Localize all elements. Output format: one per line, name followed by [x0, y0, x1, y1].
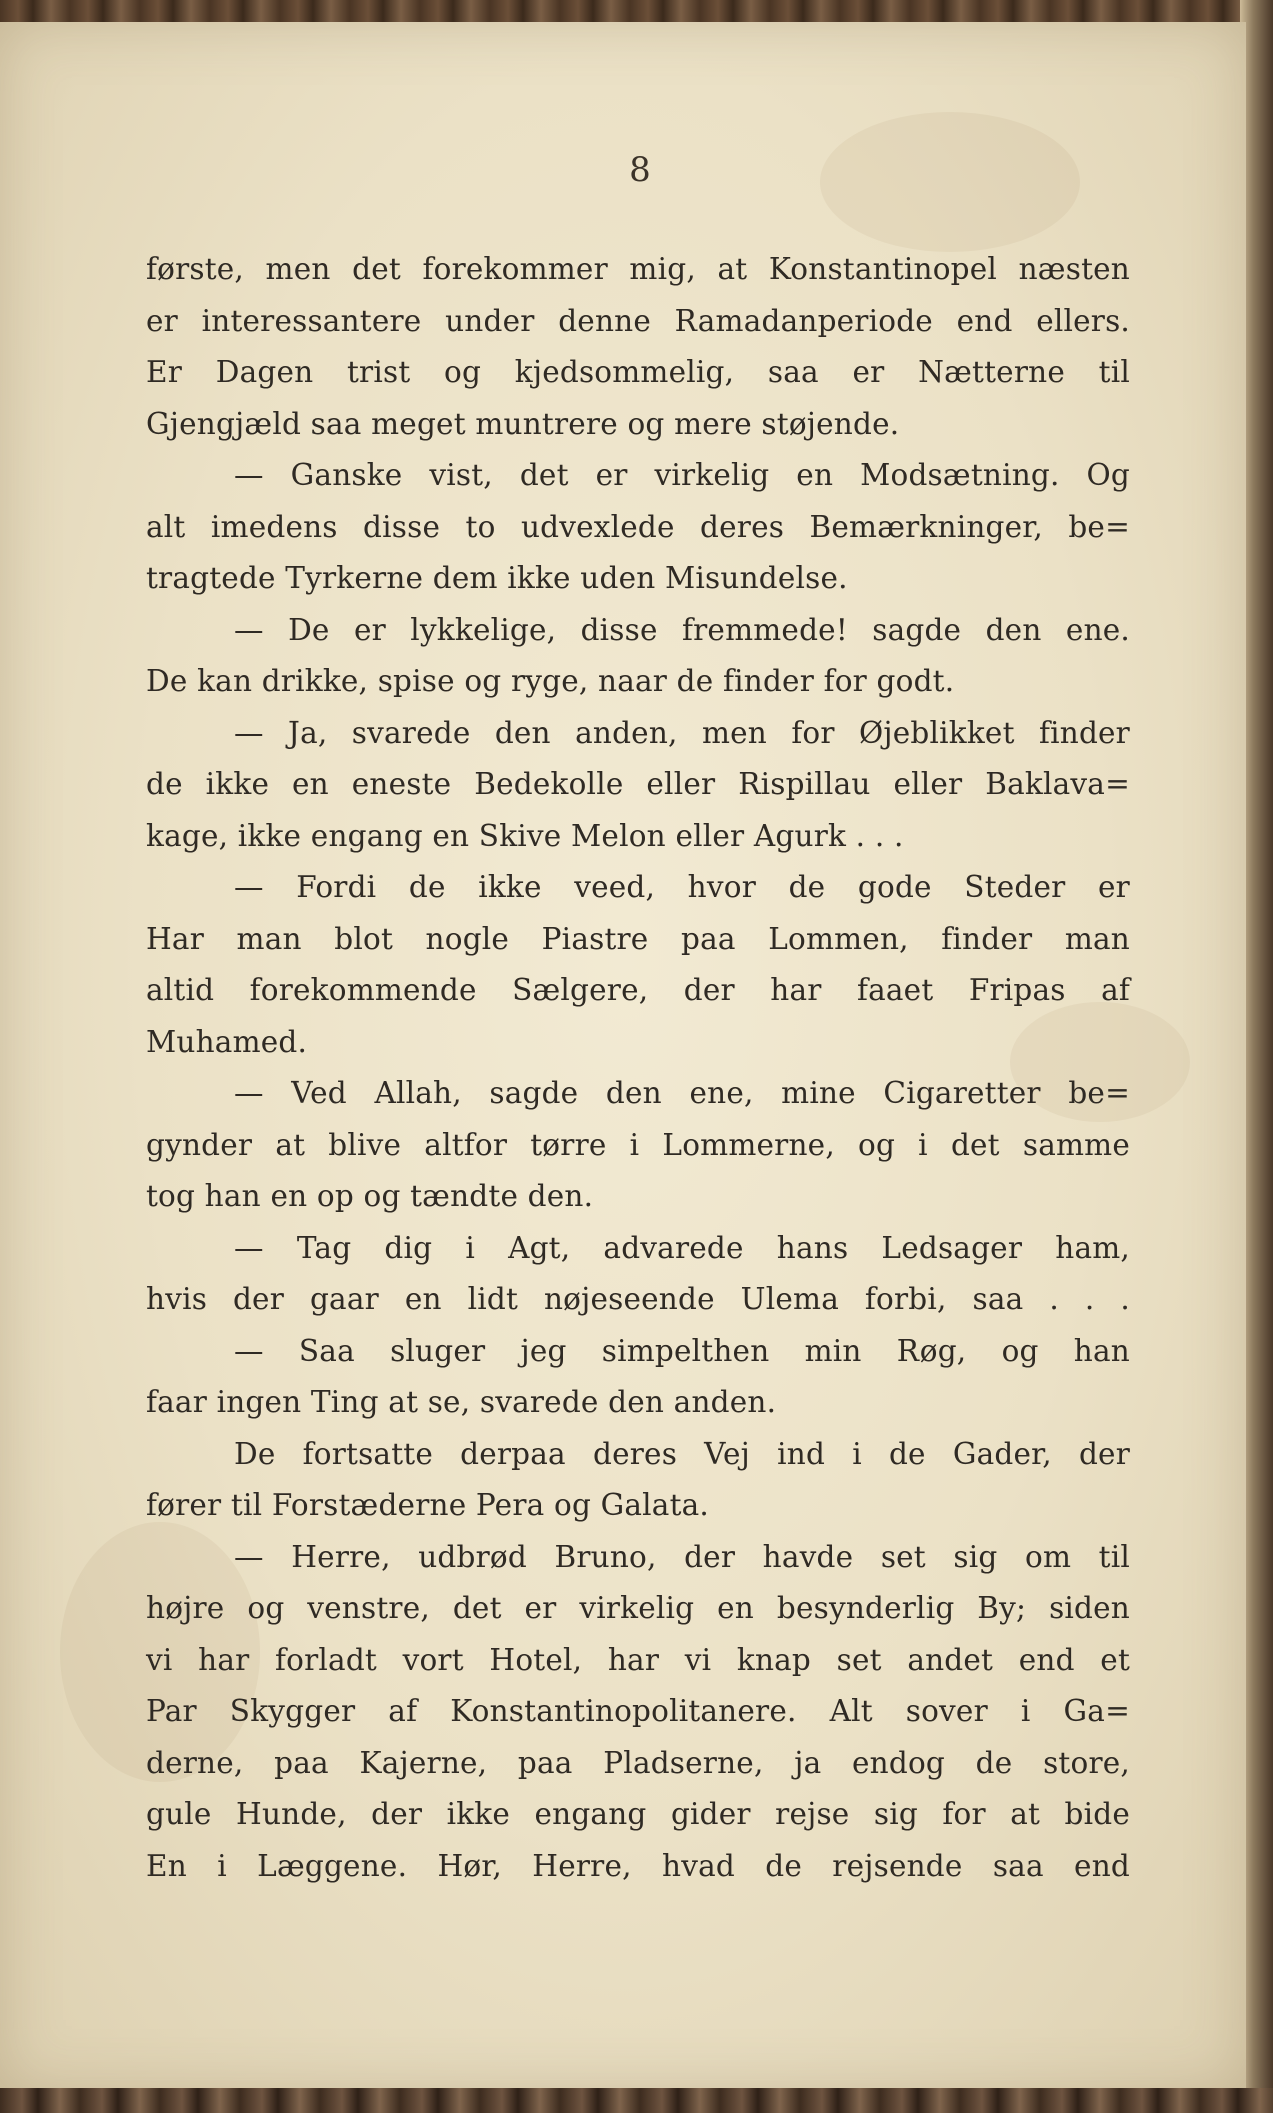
book-edge-bottom: [0, 2088, 1273, 2113]
text-line: første, men det forekommer mig, at Konstantinopel næsten: [146, 252, 1130, 286]
text-line: — Ved Allah, sagde den ene, mine Cigaretter be=: [234, 1076, 1130, 1110]
text-line: Er Dagen trist og kjedsommelig, saa er Nætterne til: [146, 355, 1130, 389]
text-line: De fortsatte derpaa deres Vej ind i de Gader, der: [234, 1436, 1130, 1471]
text-line: En i Læggene. Hør, Herre, hvad de rejsende saa end: [146, 1848, 1130, 1883]
text-line: Gjengjæld saa meget muntrere og mere støjende.: [146, 406, 900, 441]
text-line: — De er lykkelige, disse fremmede! sagde den ene.: [234, 612, 1130, 647]
text-line: altid forekommende Sælgere, der har faaet Fripas af: [146, 973, 1130, 1007]
text-line: højre og venstre, det er virkelig en besynderlig By; siden: [146, 1591, 1130, 1625]
text-line: Muhamed.: [146, 1024, 308, 1059]
text-line: derne, paa Kajerne, paa Pladserne, ja endog de store,: [146, 1745, 1130, 1780]
text-line: — Fordi de ikke veed, hvor de gode Steder er: [234, 870, 1130, 904]
page-number: 8: [629, 150, 651, 190]
text-line: — Tag dig i Agt, advarede hans Ledsager ham,: [234, 1230, 1130, 1265]
text-line: er interessantere under denne Ramadanperiode end ellers.: [146, 303, 1130, 338]
text-line: de ikke en eneste Bedekolle eller Rispillau eller Baklava=: [146, 767, 1130, 801]
text-line: Har man blot nogle Piastre paa Lommen, finder man: [146, 921, 1130, 956]
text-line: tog han en op og tændte den.: [146, 1179, 594, 1213]
text-line: hvis der gaar en lidt nøjeseende Ulema forbi, saa . . .: [146, 1282, 1130, 1316]
text-line: vi har forladt vort Hotel, har vi knap set andet end et: [146, 1642, 1130, 1677]
text-line: faar ingen Ting at se, svarede den anden.: [146, 1385, 777, 1419]
text-line: — Ganske vist, det er virkelig en Modsætning. Og: [234, 458, 1130, 492]
text-line: — Herre, udbrød Bruno, der havde set sig om til: [234, 1539, 1130, 1574]
text-line: De kan drikke, spise og ryge, naar de finder for godt.: [146, 664, 955, 698]
text-line: alt imedens disse to udvexlede deres Bemærkninger, be=: [146, 509, 1130, 544]
text-line: — Ja, svarede den anden, men for Øjeblikket finder: [234, 715, 1130, 750]
text-line: fører til Forstæderne Pera og Galata.: [146, 1488, 710, 1522]
text-line: Par Skygger af Konstantinopolitanere. Alt sover i Ga=: [146, 1694, 1130, 1728]
text-line: — Saa sluger jeg simpelthen min Røg, og han: [234, 1333, 1130, 1368]
book-page: [0, 22, 1246, 2092]
text-line: gule Hunde, der ikke engang gider rejse sig for at bide: [146, 1797, 1130, 1831]
text-line: tragtede Tyrkerne dem ikke uden Misundelse.: [146, 561, 848, 595]
text-line: kage, ikke engang en Skive Melon eller Agurk . . .: [146, 818, 904, 853]
text-line: gynder at blive altfor tørre i Lommerne, og i det samme: [146, 1127, 1130, 1162]
body-text: [146, 244, 1130, 1892]
